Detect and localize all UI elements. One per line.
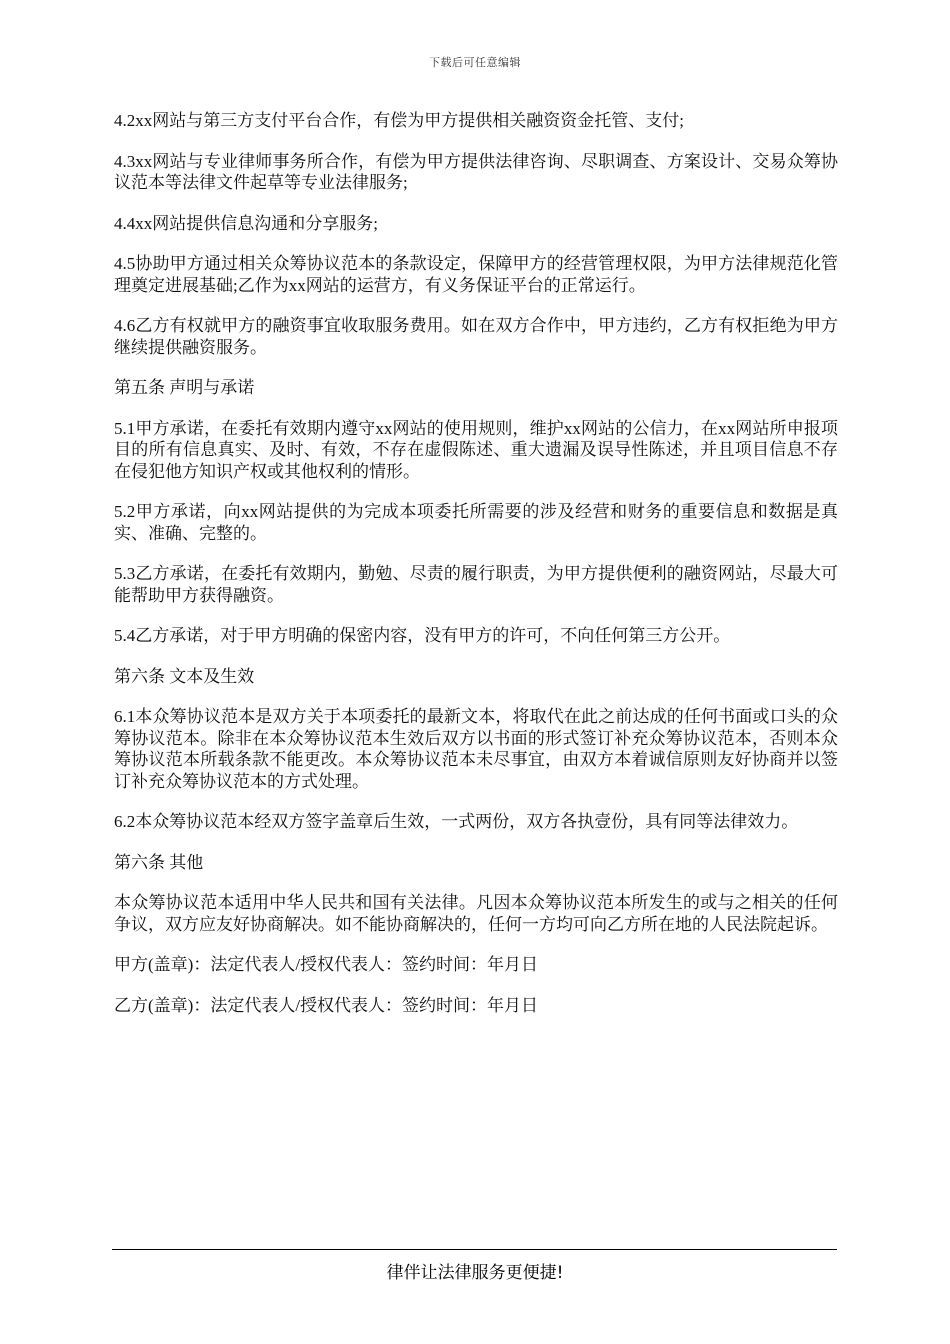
party-b-signature-line: 乙方(盖章)：法定代表人/授权代表人：签约时间：年月日 [114,995,539,1015]
party-a-signature-line: 甲方(盖章)：法定代表人/授权代表人：签约时间：年月日 [114,955,539,974]
clause-4-4: 4.4xx网站提供信息沟通和分享服务; [114,213,378,233]
footer-divider [112,1249,837,1250]
article-other-heading: 第六条 其他 [114,852,204,872]
clause-4-3: 4.3xx网站与专业律师事务所合作，有偿为甲方提供法律咨询、尽职调查、方案设计、交易众筹协议范本等法律文件起草等专业法律服务; [114,151,838,192]
footer-slogan: 律伴让法律服务更便捷! [386,1263,564,1283]
clause-5-4: 5.4乙方承诺，对于甲方明确的保密内容，没有甲方的许可，不向任何第三方公开。 [114,626,731,645]
clause-4-2: 4.2xx网站与第三方支付平台合作，有偿为甲方提供相关融资资金托管、支付; [114,111,684,130]
clause-5-2: 5.2甲方承诺，向xx网站提供的为完成本项委托所需要的涉及经营和财务的重要信息和数据是真实、准确、完整的。 [114,502,838,543]
document-body [114,110,838,1035]
clause-4-5: 4.5协助甲方通过相关众筹协议范本的条款设定，保障甲方的经营管理权限，为甲方法律规范化管理奠定进展基础;乙作为xx网站的运营方，有义务保证平台的正常运行。 [114,254,838,295]
article-5-heading: 第五条 声明与承诺 [114,378,255,397]
clause-6-1: 6.1本众筹协议范本是双方关于本项委托的最新文本，将取代在此之前达成的任何书面或口头的众筹协议范本。除非在本众筹协议范本生效后双方以书面的形式签订补充众筹协议范本，否则本众筹协议范本所载条款不能更改。本众筹协议范本未尽事宜，由双方本着诚信原则友好协商并以签订补充众筹协议范本的方式处理。 [114,707,838,791]
download-note: 下载后可任意编辑 [429,57,521,69]
clause-5-3: 5.3乙方承诺，在委托有效期内，勤勉、尽责的履行职责，为甲方提供便利的融资网站，尽最大可能帮助甲方获得融资。 [114,564,838,605]
article-6-heading: 第六条 文本及生效 [114,666,255,686]
clause-6-2: 6.2本众筹协议范本经双方签字盖章后生效，一式两份，双方各执壹份，具有同等法律效力。 [114,812,799,831]
clause-4-6: 4.6乙方有权就甲方的融资事宜收取服务费用。如在双方合作中，甲方违约，乙方有权拒绝为甲方继续提供融资服务。 [114,316,838,357]
governing-law-paragraph: 本众筹协议范本适用中华人民共和国有关法律。凡因本众筹协议范本所发生的或与之相关的任何争议，双方应友好协商解决。如不能协商解决的，任何一方均可向乙方所在地的人民法院起诉。 [114,893,838,934]
clause-5-1: 5.1甲方承诺，在委托有效期内遵守xx网站的使用规则，维护xx网站的公信力，在xx网站所申报项目的所有信息真实、及时、有效，不存在虚假陈述、重大遗漏及误导性陈述，并且项目信息不存在侵犯他方知识产权或其他权利的情形。 [114,418,838,481]
